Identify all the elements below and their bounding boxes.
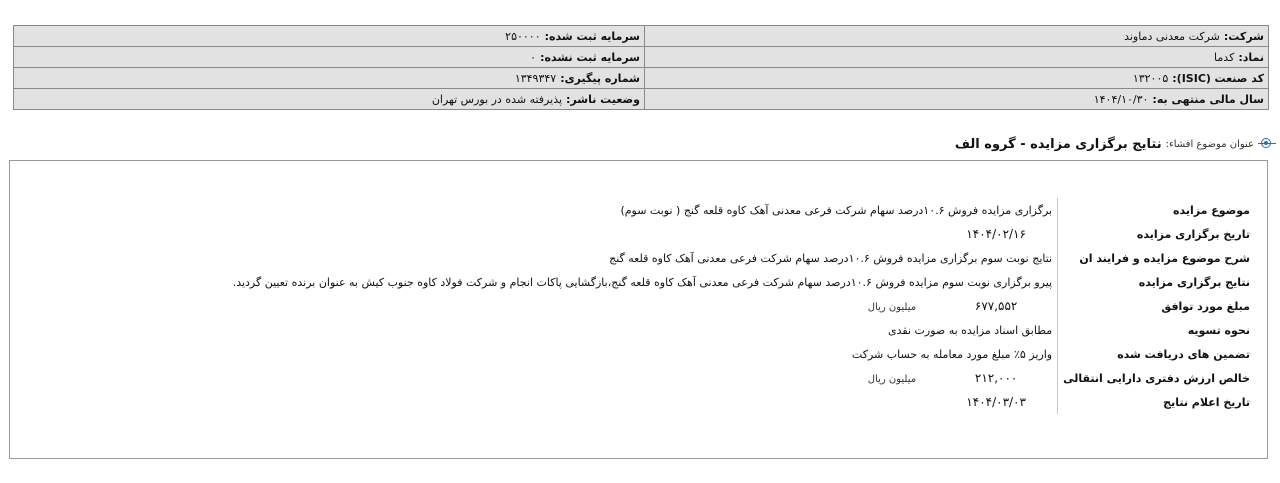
company-info-table <box>13 25 1269 110</box>
disclosure-subject-label: عنوان موضوع افشاء: <box>1165 138 1254 150</box>
agreed-amount-unit: میلیون ریال <box>867 302 917 313</box>
company-info-row <box>14 89 1269 110</box>
detail-row <box>228 390 1255 414</box>
industry-code-label: کد صنعت <box>1214 71 1264 85</box>
detail-row <box>228 342 1255 366</box>
unregistered-capital-cell <box>14 47 645 68</box>
company-info-row <box>14 47 1269 68</box>
disclosure-subject <box>955 136 1276 152</box>
publisher-status-label: وضعیت ناشر: <box>566 92 640 106</box>
auction-details-table <box>228 198 1255 414</box>
detail-row <box>228 222 1255 246</box>
auction-results-value: پیرو برگزاری نوبت سوم مزایده فروش ۱۰.۶درصد سهام شرکت فرعی معدنی آهک کاوه قلعه گنج،بازگشایی پاکات انجام و شرکت فولاد کاوه جنوب کیش به عنوان برنده تعیین گردید. <box>232 275 1053 289</box>
publisher-status-cell <box>14 89 645 110</box>
net-book-value-value: ۲۱۲,۰۰۰ <box>974 371 1018 385</box>
auction-subject-value: برگزاری مزایده فروش ۱۰.۶درصد سهام شرکت فرعی معدنی آهک کاوه قلعه گنج ( نوبت سوم) <box>620 203 1053 217</box>
settlement-method-value: مطابق اسناد مزایده به صورت نقدی <box>888 323 1053 337</box>
detail-row <box>228 318 1255 342</box>
fiscal-year-value: ۱۴۰۴/۱۰/۳۰ <box>1093 92 1149 106</box>
symbol-label: نماد: <box>1238 50 1264 64</box>
settlement-method-label: نحوه تسویه <box>1058 318 1255 342</box>
auction-date-cell <box>228 222 1058 246</box>
agreed-amount-cell <box>228 294 1058 318</box>
company-info-row <box>14 68 1269 89</box>
auction-date-value: ۱۴۰۴/۰۲/۱۶ <box>966 227 1026 241</box>
symbol-cell <box>645 47 1269 68</box>
detail-row <box>228 198 1255 222</box>
auction-results-label: نتایج برگزاری مزایده <box>1058 270 1255 294</box>
company-name-cell <box>645 26 1269 47</box>
industry-code-cell <box>645 68 1269 89</box>
results-announcement-date-label: تاریخ اعلام نتایج <box>1058 390 1255 414</box>
registered-capital-label: سرمایه ثبت شده: <box>544 29 640 43</box>
industry-code-value: ۱۳۲۰۰۵ <box>1132 71 1169 85</box>
tracking-number-cell <box>14 68 645 89</box>
fiscal-year-label: سال مالی منتهی به: <box>1152 92 1264 106</box>
disclosure-subject-title: نتایج برگزاری مزایده - گروه الف <box>954 136 1162 152</box>
results-announcement-date-value: ۱۴۰۴/۰۳/۰۳ <box>966 395 1026 409</box>
auction-description-label: شرح موضوع مزایده و فرایند ان <box>1058 246 1255 270</box>
net-book-value-unit: میلیون ریال <box>867 374 917 385</box>
agreed-amount-label: مبلغ مورد توافق <box>1058 294 1255 318</box>
detail-row <box>228 294 1255 318</box>
symbol-value: کدما <box>1214 50 1235 64</box>
company-name-label: شرکت: <box>1223 29 1264 43</box>
detail-row <box>228 366 1255 390</box>
industry-code-isic: (ISIC): <box>1172 71 1211 85</box>
guarantees-label: تضمین های دریافت شده <box>1058 342 1255 366</box>
tracking-number-label: شماره پیگیری: <box>560 71 640 85</box>
detail-row <box>228 246 1255 270</box>
company-name-value: شرکت معدنی دماوند <box>1124 29 1220 43</box>
auction-subject-label: موضوع مزایده <box>1058 198 1255 222</box>
publisher-status-value: پذیرفته شده در بورس تهران <box>431 92 563 106</box>
unregistered-capital-label: سرمایه ثبت نشده: <box>540 50 640 64</box>
auction-results-panel <box>9 160 1268 459</box>
registered-capital-value: ۲۵۰۰۰۰ <box>505 29 541 43</box>
detail-row <box>228 270 1255 294</box>
auction-date-label: تاریخ برگزاری مزایده <box>1058 222 1255 246</box>
company-info-row <box>14 26 1269 47</box>
registered-capital-cell <box>14 26 645 47</box>
fiscal-year-cell <box>645 89 1269 110</box>
target-bullet-icon <box>1258 136 1276 152</box>
auction-description-value: نتایج نوبت سوم برگزاری مزایده فروش ۱۰.۶درصد سهام شرکت فرعی معدنی آهک کاوه قلعه گنج <box>609 251 1053 265</box>
tracking-number-value: ۱۳۴۹۳۴۷ <box>514 71 557 85</box>
net-book-value-cell <box>228 366 1058 390</box>
unregistered-capital-value: ۰ <box>530 50 537 64</box>
guarantees-value: واریز ۵٪ مبلغ مورد معامله به حساب شرکت <box>851 347 1053 361</box>
net-book-value-label: خالص ارزش دفتری دارایی انتقالی <box>1058 366 1255 390</box>
results-announcement-date-cell <box>228 390 1058 414</box>
agreed-amount-value: ۶۷۷,۵۵۲ <box>974 299 1018 313</box>
